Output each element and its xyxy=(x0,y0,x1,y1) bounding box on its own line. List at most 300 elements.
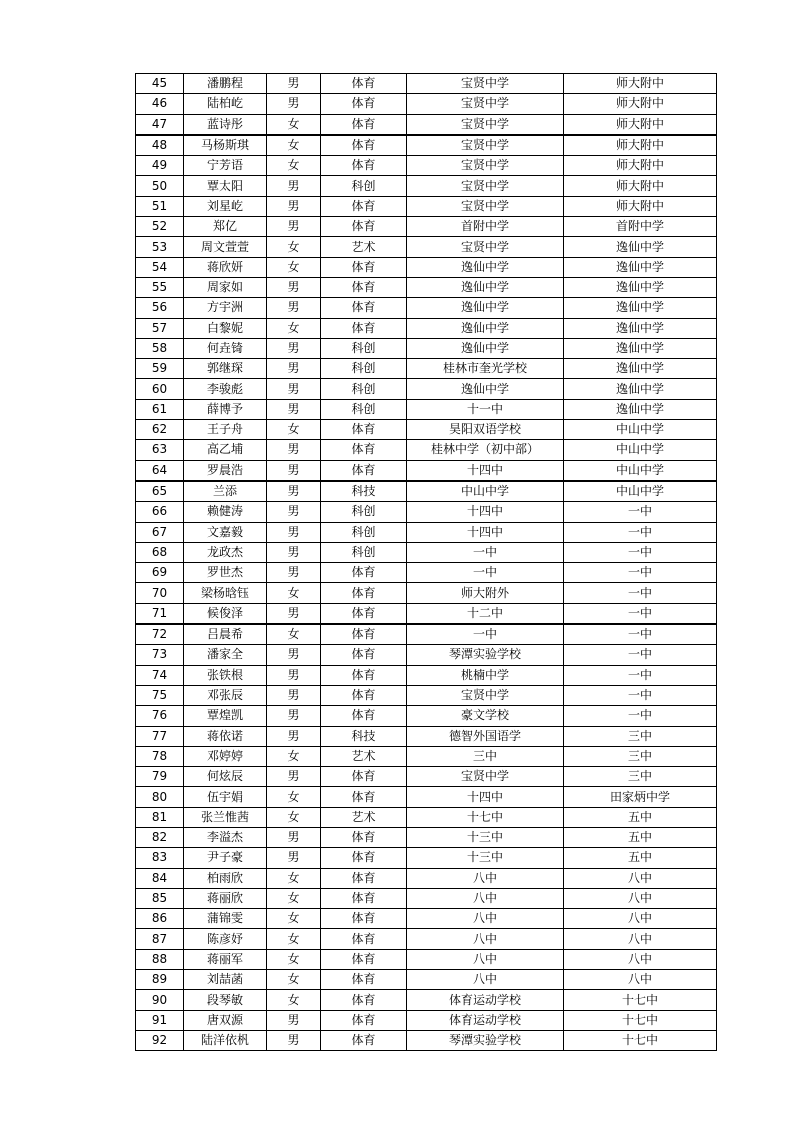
origin-school-cell: 逸仙中学 xyxy=(407,379,564,399)
row-number-cell: 91 xyxy=(136,1010,184,1030)
row-number-cell: 67 xyxy=(136,522,184,542)
gender-cell: 男 xyxy=(267,359,321,379)
category-cell: 科技 xyxy=(321,726,407,746)
gender-cell: 男 xyxy=(267,685,321,705)
row-number-cell: 50 xyxy=(136,176,184,196)
origin-school-cell: 首附中学 xyxy=(407,217,564,237)
table-row xyxy=(136,460,717,481)
student-name-cell: 宁芳语 xyxy=(184,156,267,176)
origin-school-cell: 十一中 xyxy=(407,399,564,419)
gender-cell: 男 xyxy=(267,217,321,237)
row-number-cell: 53 xyxy=(136,237,184,257)
row-number-cell: 72 xyxy=(136,624,184,645)
admitted-school-cell: 逸仙中学 xyxy=(564,318,717,338)
row-number-cell: 64 xyxy=(136,460,184,481)
admitted-school-cell: 逸仙中学 xyxy=(564,399,717,419)
row-number-cell: 66 xyxy=(136,502,184,522)
admitted-school-cell: 十七中 xyxy=(564,1010,717,1030)
student-name-cell: 何炫辰 xyxy=(184,767,267,787)
row-number-cell: 65 xyxy=(136,481,184,502)
row-number-cell: 56 xyxy=(136,298,184,318)
row-number-cell: 77 xyxy=(136,726,184,746)
category-cell: 体育 xyxy=(321,298,407,318)
student-name-cell: 陈彦妤 xyxy=(184,929,267,949)
admitted-school-cell: 一中 xyxy=(564,706,717,726)
table-row xyxy=(136,542,717,562)
student-name-cell: 刘喆菡 xyxy=(184,970,267,990)
category-cell: 体育 xyxy=(321,767,407,787)
gender-cell: 女 xyxy=(267,746,321,766)
origin-school-cell: 一中 xyxy=(407,542,564,562)
student-name-cell: 张兰惟茜 xyxy=(184,807,267,827)
gender-cell: 男 xyxy=(267,563,321,583)
row-number-cell: 76 xyxy=(136,706,184,726)
category-cell: 科创 xyxy=(321,542,407,562)
category-cell: 体育 xyxy=(321,827,407,847)
row-number-cell: 47 xyxy=(136,114,184,135)
table-row xyxy=(136,827,717,847)
student-name-cell: 白黎妮 xyxy=(184,318,267,338)
table-row xyxy=(136,176,717,196)
admitted-school-cell: 首附中学 xyxy=(564,217,717,237)
student-name-cell: 张铁根 xyxy=(184,665,267,685)
table-row xyxy=(136,1010,717,1030)
admitted-school-cell: 师大附中 xyxy=(564,135,717,156)
category-cell: 体育 xyxy=(321,706,407,726)
admitted-school-cell: 中山中学 xyxy=(564,440,717,460)
gender-cell: 女 xyxy=(267,318,321,338)
origin-school-cell: 桂林中学（初中部） xyxy=(407,440,564,460)
gender-cell: 男 xyxy=(267,603,321,624)
gender-cell: 男 xyxy=(267,94,321,114)
table-row xyxy=(136,645,717,665)
table-row xyxy=(136,767,717,787)
student-name-cell: 刘星屹 xyxy=(184,196,267,216)
row-number-cell: 52 xyxy=(136,217,184,237)
gender-cell: 男 xyxy=(267,767,321,787)
category-cell: 体育 xyxy=(321,277,407,297)
table-row xyxy=(136,114,717,135)
gender-cell: 男 xyxy=(267,460,321,481)
table-row xyxy=(136,338,717,358)
origin-school-cell: 十四中 xyxy=(407,787,564,807)
category-cell: 体育 xyxy=(321,74,407,94)
table-row xyxy=(136,706,717,726)
row-number-cell: 78 xyxy=(136,746,184,766)
student-name-cell: 方宇洲 xyxy=(184,298,267,318)
gender-cell: 男 xyxy=(267,196,321,216)
student-name-cell: 何垚锜 xyxy=(184,338,267,358)
category-cell: 科创 xyxy=(321,359,407,379)
gender-cell: 男 xyxy=(267,440,321,460)
row-number-cell: 62 xyxy=(136,420,184,440)
row-number-cell: 70 xyxy=(136,583,184,603)
admitted-school-cell: 八中 xyxy=(564,868,717,888)
table-row xyxy=(136,237,717,257)
category-cell: 体育 xyxy=(321,970,407,990)
admitted-school-cell: 逸仙中学 xyxy=(564,277,717,297)
category-cell: 科创 xyxy=(321,176,407,196)
table-row xyxy=(136,807,717,827)
student-name-cell: 蒋丽军 xyxy=(184,949,267,969)
table-row xyxy=(136,481,717,502)
gender-cell: 女 xyxy=(267,237,321,257)
row-number-cell: 90 xyxy=(136,990,184,1010)
gender-cell: 女 xyxy=(267,807,321,827)
origin-school-cell: 一中 xyxy=(407,624,564,645)
gender-cell: 女 xyxy=(267,970,321,990)
gender-cell: 女 xyxy=(267,114,321,135)
gender-cell: 女 xyxy=(267,888,321,908)
student-name-cell: 周文萱萱 xyxy=(184,237,267,257)
student-name-cell: 郑亿 xyxy=(184,217,267,237)
row-number-cell: 60 xyxy=(136,379,184,399)
origin-school-cell: 宝贤中学 xyxy=(407,237,564,257)
student-name-cell: 蒲锦雯 xyxy=(184,909,267,929)
gender-cell: 女 xyxy=(267,787,321,807)
admitted-school-cell: 五中 xyxy=(564,848,717,868)
admitted-school-cell: 八中 xyxy=(564,949,717,969)
table-row xyxy=(136,440,717,460)
category-cell: 体育 xyxy=(321,420,407,440)
student-name-cell: 梁杨晗钰 xyxy=(184,583,267,603)
student-name-cell: 王子舟 xyxy=(184,420,267,440)
row-number-cell: 58 xyxy=(136,338,184,358)
row-number-cell: 86 xyxy=(136,909,184,929)
origin-school-cell: 八中 xyxy=(407,888,564,908)
student-name-cell: 文嘉毅 xyxy=(184,522,267,542)
student-name-cell: 马杨斯琪 xyxy=(184,135,267,156)
table-row xyxy=(136,196,717,216)
origin-school-cell: 宝贤中学 xyxy=(407,196,564,216)
row-number-cell: 55 xyxy=(136,277,184,297)
category-cell: 体育 xyxy=(321,196,407,216)
student-name-cell: 赖健涛 xyxy=(184,502,267,522)
gender-cell: 男 xyxy=(267,74,321,94)
student-name-cell: 候俊泽 xyxy=(184,603,267,624)
student-name-cell: 邓张辰 xyxy=(184,685,267,705)
admitted-school-cell: 逸仙中学 xyxy=(564,359,717,379)
origin-school-cell: 八中 xyxy=(407,909,564,929)
category-cell: 体育 xyxy=(321,929,407,949)
table-row xyxy=(136,420,717,440)
table-row xyxy=(136,74,717,94)
origin-school-cell: 十四中 xyxy=(407,460,564,481)
origin-school-cell: 宝贤中学 xyxy=(407,156,564,176)
gender-cell: 女 xyxy=(267,929,321,949)
gender-cell: 男 xyxy=(267,298,321,318)
table-row xyxy=(136,909,717,929)
student-name-cell: 罗晨浩 xyxy=(184,460,267,481)
origin-school-cell: 中山中学 xyxy=(407,481,564,502)
category-cell: 体育 xyxy=(321,94,407,114)
admitted-school-cell: 逸仙中学 xyxy=(564,298,717,318)
table-row xyxy=(136,135,717,156)
row-number-cell: 85 xyxy=(136,888,184,908)
origin-school-cell: 宝贤中学 xyxy=(407,685,564,705)
admitted-school-cell: 三中 xyxy=(564,726,717,746)
category-cell: 体育 xyxy=(321,665,407,685)
category-cell: 科创 xyxy=(321,379,407,399)
table-row xyxy=(136,563,717,583)
table-row xyxy=(136,726,717,746)
table-row xyxy=(136,868,717,888)
gender-cell: 女 xyxy=(267,135,321,156)
category-cell: 体育 xyxy=(321,563,407,583)
admitted-school-cell: 师大附中 xyxy=(564,94,717,114)
row-number-cell: 83 xyxy=(136,848,184,868)
origin-school-cell: 宝贤中学 xyxy=(407,767,564,787)
table-row xyxy=(136,94,717,114)
category-cell: 体育 xyxy=(321,257,407,277)
origin-school-cell: 逸仙中学 xyxy=(407,338,564,358)
category-cell: 艺术 xyxy=(321,237,407,257)
table-row xyxy=(136,257,717,277)
student-name-cell: 李骏彪 xyxy=(184,379,267,399)
table-row xyxy=(136,848,717,868)
row-number-cell: 69 xyxy=(136,563,184,583)
row-number-cell: 88 xyxy=(136,949,184,969)
gender-cell: 女 xyxy=(267,949,321,969)
origin-school-cell: 德智外国语学 xyxy=(407,726,564,746)
admitted-school-cell: 中山中学 xyxy=(564,481,717,502)
table-row xyxy=(136,665,717,685)
admitted-school-cell: 八中 xyxy=(564,929,717,949)
gender-cell: 女 xyxy=(267,420,321,440)
origin-school-cell: 三中 xyxy=(407,746,564,766)
student-name-cell: 柏雨欣 xyxy=(184,868,267,888)
admitted-school-cell: 中山中学 xyxy=(564,420,717,440)
origin-school-cell: 逸仙中学 xyxy=(407,257,564,277)
category-cell: 体育 xyxy=(321,909,407,929)
admitted-school-cell: 一中 xyxy=(564,563,717,583)
table-row xyxy=(136,970,717,990)
table-row xyxy=(136,359,717,379)
table-row xyxy=(136,379,717,399)
category-cell: 体育 xyxy=(321,990,407,1010)
row-number-cell: 57 xyxy=(136,318,184,338)
admitted-school-cell: 逸仙中学 xyxy=(564,237,717,257)
origin-school-cell: 桃楠中学 xyxy=(407,665,564,685)
row-number-cell: 46 xyxy=(136,94,184,114)
student-name-cell: 段琴敏 xyxy=(184,990,267,1010)
table-row xyxy=(136,929,717,949)
student-roster-table xyxy=(135,73,717,1051)
admitted-school-cell: 逸仙中学 xyxy=(564,257,717,277)
gender-cell: 女 xyxy=(267,990,321,1010)
gender-cell: 男 xyxy=(267,542,321,562)
row-number-cell: 84 xyxy=(136,868,184,888)
admitted-school-cell: 三中 xyxy=(564,767,717,787)
gender-cell: 男 xyxy=(267,726,321,746)
origin-school-cell: 宝贤中学 xyxy=(407,74,564,94)
student-name-cell: 蓝诗彤 xyxy=(184,114,267,135)
table-row xyxy=(136,502,717,522)
gender-cell: 男 xyxy=(267,338,321,358)
student-name-cell: 薛博予 xyxy=(184,399,267,419)
gender-cell: 女 xyxy=(267,868,321,888)
category-cell: 科创 xyxy=(321,338,407,358)
gender-cell: 女 xyxy=(267,583,321,603)
table-row xyxy=(136,318,717,338)
student-name-cell: 陆柏屹 xyxy=(184,94,267,114)
category-cell: 体育 xyxy=(321,156,407,176)
table-row xyxy=(136,1030,717,1050)
origin-school-cell: 十三中 xyxy=(407,848,564,868)
origin-school-cell: 琴潭实验学校 xyxy=(407,645,564,665)
student-name-cell: 潘鹏程 xyxy=(184,74,267,94)
category-cell: 体育 xyxy=(321,624,407,645)
student-name-cell: 蒋欣妍 xyxy=(184,257,267,277)
category-cell: 体育 xyxy=(321,1030,407,1050)
admitted-school-cell: 三中 xyxy=(564,746,717,766)
table-row xyxy=(136,522,717,542)
table-row xyxy=(136,787,717,807)
category-cell: 体育 xyxy=(321,460,407,481)
gender-cell: 女 xyxy=(267,156,321,176)
origin-school-cell: 师大附外 xyxy=(407,583,564,603)
origin-school-cell: 体育运动学校 xyxy=(407,990,564,1010)
origin-school-cell: 桂林市奎光学校 xyxy=(407,359,564,379)
category-cell: 体育 xyxy=(321,1010,407,1030)
origin-school-cell: 昊阳双语学校 xyxy=(407,420,564,440)
category-cell: 体育 xyxy=(321,949,407,969)
table-row xyxy=(136,277,717,297)
admitted-school-cell: 十七中 xyxy=(564,990,717,1010)
gender-cell: 女 xyxy=(267,909,321,929)
origin-school-cell: 逸仙中学 xyxy=(407,318,564,338)
category-cell: 体育 xyxy=(321,645,407,665)
admitted-school-cell: 八中 xyxy=(564,888,717,908)
origin-school-cell: 体育运动学校 xyxy=(407,1010,564,1030)
gender-cell: 男 xyxy=(267,176,321,196)
gender-cell: 男 xyxy=(267,706,321,726)
row-number-cell: 51 xyxy=(136,196,184,216)
roster-body xyxy=(136,74,717,1051)
admitted-school-cell: 一中 xyxy=(564,624,717,645)
origin-school-cell: 十七中 xyxy=(407,807,564,827)
table-row xyxy=(136,888,717,908)
gender-cell: 男 xyxy=(267,645,321,665)
origin-school-cell: 逸仙中学 xyxy=(407,277,564,297)
admitted-school-cell: 一中 xyxy=(564,665,717,685)
table-row xyxy=(136,746,717,766)
category-cell: 体育 xyxy=(321,848,407,868)
admitted-school-cell: 一中 xyxy=(564,502,717,522)
admitted-school-cell: 八中 xyxy=(564,970,717,990)
admitted-school-cell: 中山中学 xyxy=(564,460,717,481)
row-number-cell: 92 xyxy=(136,1030,184,1050)
admitted-school-cell: 五中 xyxy=(564,827,717,847)
admitted-school-cell: 师大附中 xyxy=(564,196,717,216)
row-number-cell: 79 xyxy=(136,767,184,787)
gender-cell: 男 xyxy=(267,1030,321,1050)
row-number-cell: 73 xyxy=(136,645,184,665)
row-number-cell: 59 xyxy=(136,359,184,379)
student-name-cell: 邓婷婷 xyxy=(184,746,267,766)
category-cell: 科技 xyxy=(321,481,407,502)
row-number-cell: 81 xyxy=(136,807,184,827)
row-number-cell: 54 xyxy=(136,257,184,277)
student-name-cell: 陆洋依杋 xyxy=(184,1030,267,1050)
category-cell: 体育 xyxy=(321,318,407,338)
table-row xyxy=(136,603,717,624)
student-name-cell: 周家如 xyxy=(184,277,267,297)
student-name-cell: 尹子豪 xyxy=(184,848,267,868)
origin-school-cell: 宝贤中学 xyxy=(407,94,564,114)
category-cell: 体育 xyxy=(321,888,407,908)
admitted-school-cell: 师大附中 xyxy=(564,176,717,196)
category-cell: 体育 xyxy=(321,440,407,460)
row-number-cell: 80 xyxy=(136,787,184,807)
origin-school-cell: 八中 xyxy=(407,929,564,949)
row-number-cell: 61 xyxy=(136,399,184,419)
category-cell: 艺术 xyxy=(321,746,407,766)
origin-school-cell: 宝贤中学 xyxy=(407,176,564,196)
gender-cell: 男 xyxy=(267,665,321,685)
category-cell: 体育 xyxy=(321,868,407,888)
row-number-cell: 49 xyxy=(136,156,184,176)
row-number-cell: 89 xyxy=(136,970,184,990)
student-name-cell: 潘家全 xyxy=(184,645,267,665)
gender-cell: 男 xyxy=(267,848,321,868)
table-row xyxy=(136,156,717,176)
row-number-cell: 75 xyxy=(136,685,184,705)
gender-cell: 男 xyxy=(267,399,321,419)
category-cell: 体育 xyxy=(321,114,407,135)
row-number-cell: 63 xyxy=(136,440,184,460)
gender-cell: 男 xyxy=(267,827,321,847)
table-row xyxy=(136,217,717,237)
origin-school-cell: 八中 xyxy=(407,970,564,990)
student-name-cell: 罗世杰 xyxy=(184,563,267,583)
origin-school-cell: 宝贤中学 xyxy=(407,114,564,135)
category-cell: 科创 xyxy=(321,399,407,419)
category-cell: 体育 xyxy=(321,583,407,603)
origin-school-cell: 八中 xyxy=(407,949,564,969)
table-row xyxy=(136,990,717,1010)
origin-school-cell: 琴潭实验学校 xyxy=(407,1030,564,1050)
row-number-cell: 48 xyxy=(136,135,184,156)
student-name-cell: 龙政杰 xyxy=(184,542,267,562)
gender-cell: 女 xyxy=(267,624,321,645)
gender-cell: 男 xyxy=(267,1010,321,1030)
category-cell: 体育 xyxy=(321,685,407,705)
table-row xyxy=(136,624,717,645)
admitted-school-cell: 师大附中 xyxy=(564,114,717,135)
row-number-cell: 82 xyxy=(136,827,184,847)
table-row xyxy=(136,298,717,318)
table-row xyxy=(136,949,717,969)
student-name-cell: 覃煌凯 xyxy=(184,706,267,726)
student-name-cell: 覃太阳 xyxy=(184,176,267,196)
origin-school-cell: 十四中 xyxy=(407,502,564,522)
origin-school-cell: 宝贤中学 xyxy=(407,135,564,156)
gender-cell: 男 xyxy=(267,277,321,297)
admitted-school-cell: 五中 xyxy=(564,807,717,827)
row-number-cell: 68 xyxy=(136,542,184,562)
category-cell: 体育 xyxy=(321,603,407,624)
admitted-school-cell: 田家炳中学 xyxy=(564,787,717,807)
student-name-cell: 伍宇娟 xyxy=(184,787,267,807)
student-name-cell: 郭继琛 xyxy=(184,359,267,379)
admitted-school-cell: 师大附中 xyxy=(564,156,717,176)
student-name-cell: 高乙埔 xyxy=(184,440,267,460)
table-row xyxy=(136,583,717,603)
student-name-cell: 吕晨希 xyxy=(184,624,267,645)
gender-cell: 男 xyxy=(267,481,321,502)
origin-school-cell: 十三中 xyxy=(407,827,564,847)
